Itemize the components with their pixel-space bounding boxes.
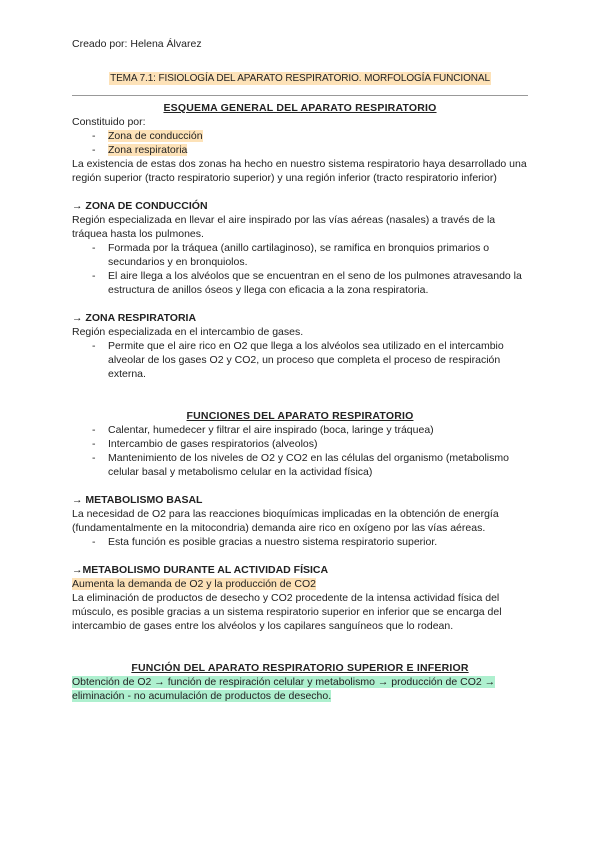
paragraph: Aumenta la demanda de O2 y la producción de CO2 xyxy=(72,578,316,590)
paragraph: Región especializada en el intercambio de gases. xyxy=(72,326,304,338)
document-body xyxy=(72,101,528,703)
list-item: - El aire llega a los alvéolos que se encuentran en el seno de los pulmones atravesando la estructura de anillos óseos y llega con eficacia a la zona respiratoria. xyxy=(72,269,528,297)
document-title: TEMA 7.1: FISIOLOGÍA DEL APARATO RESPIRATORIO. MORFOLOGÍA FUNCIONAL xyxy=(110,73,490,84)
paragraph: La necesidad de O2 para las reacciones bioquímicas implicadas en la obtención de energía (fundamentalmente en la mitocondria) demanda aire rico en oxígeno por las vías aéreas. xyxy=(72,508,499,534)
zones-list xyxy=(72,129,528,157)
respiratoria-list xyxy=(72,339,528,381)
metabolismo-list xyxy=(72,535,528,549)
paragraph: Región especializada en llevar el aire inspirado por las vías aéreas (nasales) a través de la tráquea hasta los pulmones. xyxy=(72,214,496,240)
section-heading-metabolismo-basal: → METABOLISMO BASAL xyxy=(72,494,203,506)
paragraph: La existencia de estas dos zonas ha hecho en nuestro sistema respiratorio haya desarrollado una región superior (tracto respiratorio superior) y una región inferior (tracto respiratorio inferior) xyxy=(72,158,527,184)
list-item: - Esta función es posible gracias a nuestro sistema respiratorio superior. xyxy=(72,535,528,549)
paragraph: Obtención de O2 → función de respiración celular y metabolismo → producción de CO2 → eliminación - no acumulación de productos de desecho. xyxy=(72,676,496,702)
title-block xyxy=(72,71,528,86)
section-heading-esquema: ESQUEMA GENERAL DEL APARATO RESPIRATORIO xyxy=(163,102,437,114)
section-heading-actividad-fisica: →METABOLISMO DURANTE AL ACTIVIDAD FÍSICA xyxy=(72,564,329,576)
section-heading-conduccion: → ZONA DE CONDUCCIÓN xyxy=(72,200,208,212)
section-heading-superior-inferior: FUNCIÓN DEL APARATO RESPIRATORIO SUPERIOR E INFERIOR xyxy=(131,662,469,674)
funciones-list xyxy=(72,423,528,479)
conduccion-list xyxy=(72,241,528,297)
list-item: - Formada por la tráquea (anillo cartilaginoso), se ramifica en bronquios primarios o secundarios y en bronquiolos. xyxy=(72,241,528,269)
list-item: - Mantenimiento de los niveles de O2 y CO2 en las células del organismo (metabolismo celular basal y metabolismo celular en la actividad física) xyxy=(72,451,528,479)
list-item: - Permite que el aire rico en O2 que llega a los alvéolos sea utilizado en el intercambio alveolar de los gases O2 y CO2, un proceso que completa el proceso de respiración externa. xyxy=(72,339,528,381)
author-line: Creado por: Helena Álvarez xyxy=(72,38,202,50)
list-item: - Zona respiratoria xyxy=(72,143,528,157)
paragraph: La eliminación de productos de desecho y CO2 procedente de la intensa actividad física del músculo, es posible gracias a un sistema respiratorio superior en inferior que se encarga del intercambio de gases entre los alvéolos y los capilares sanguíneos que lo rodean. xyxy=(72,592,502,632)
list-item: - Intercambio de gases respiratorios (alveolos) xyxy=(72,437,528,451)
list-item: - Zona de conducción xyxy=(72,129,528,143)
section-intro: Constituido por: xyxy=(72,116,146,128)
section-heading-respiratoria: → ZONA RESPIRATORIA xyxy=(72,312,197,324)
list-item: - Calentar, humedecer y filtrar el aire inspirado (boca, laringe y tráquea) xyxy=(72,423,528,437)
title-divider xyxy=(72,95,528,96)
section-heading-funciones: FUNCIONES DEL APARATO RESPIRATORIO xyxy=(186,410,414,422)
